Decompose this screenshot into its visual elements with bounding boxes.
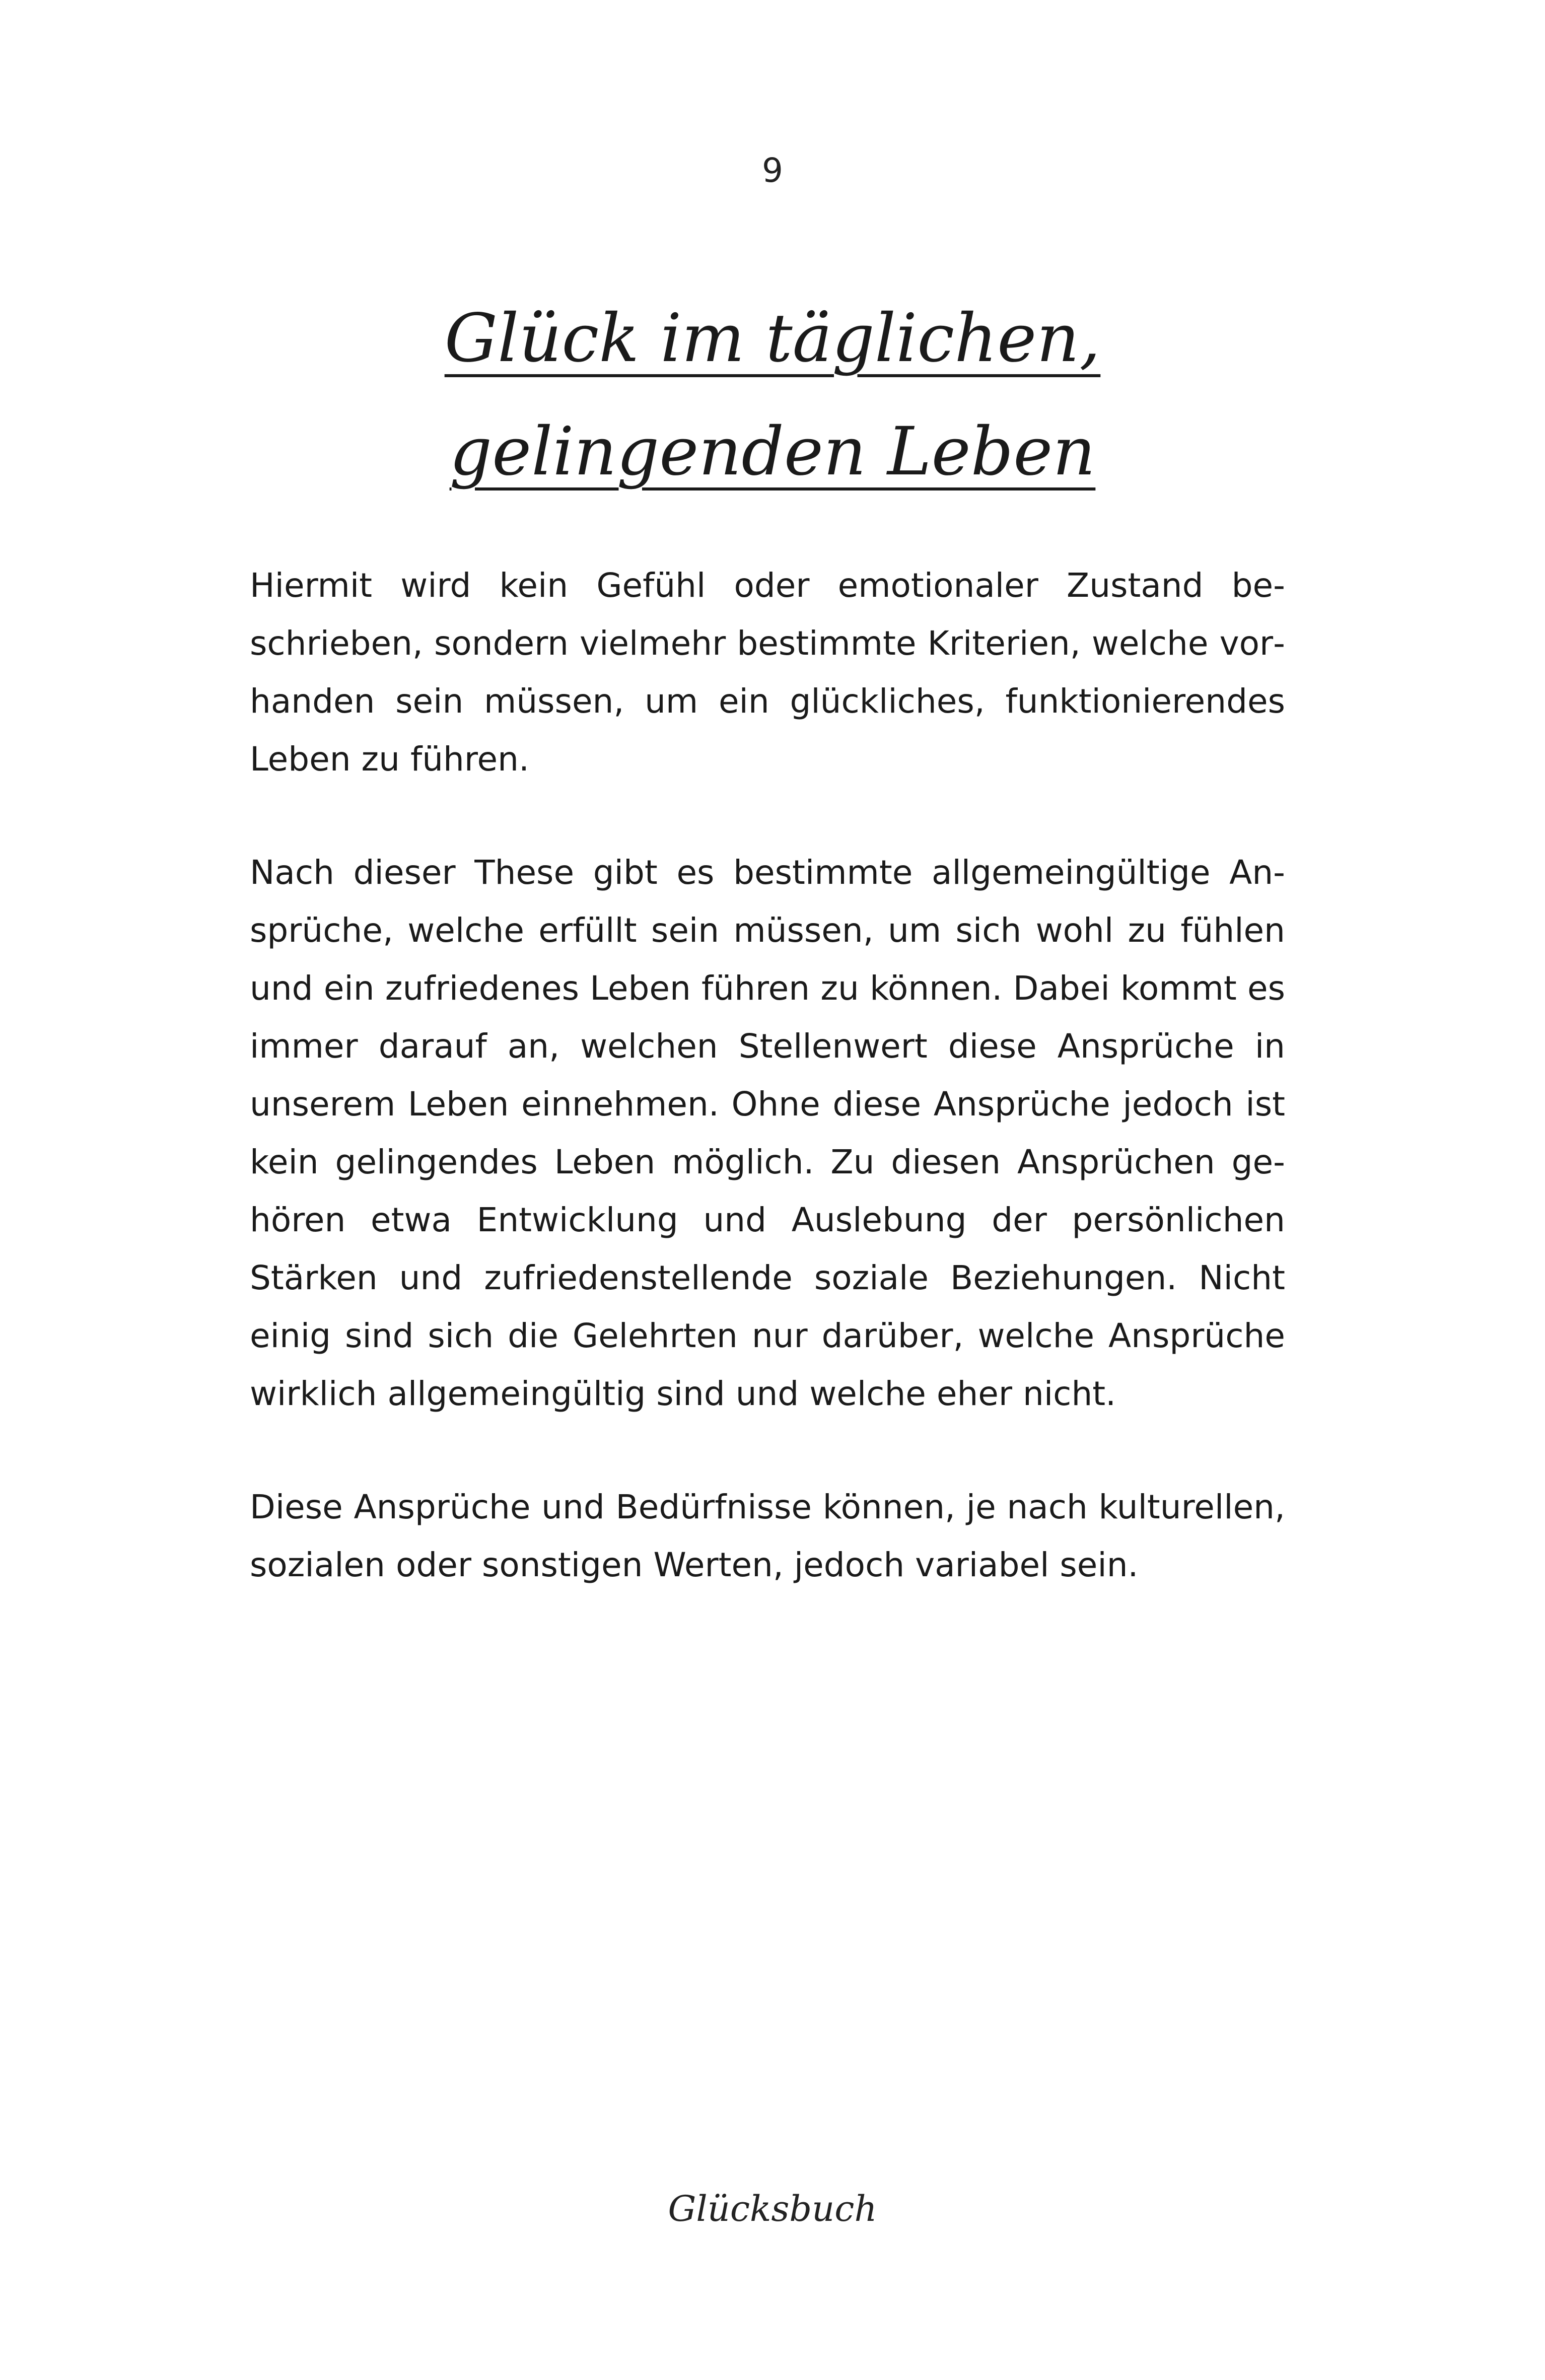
chapter-title-line-2: gelingenden Leben <box>449 413 1096 491</box>
paragraph-3: Diese Ansprüche und Bedürfnisse können, je nach kulturellen, sozialen oder sonstigen Werten, jedoch variabel sein. <box>250 1488 1285 1584</box>
chapter-title <box>0 282 1545 509</box>
paragraph-2: Nach dieser These gibt es bestimmte allgemeingültige Ansprüche, welche erfüllt sein müssen, um sich wohl zu fühlen und ein zufriedenes Leben führen zu können. Dabei kommt es immer darauf an, welchen Stellenwert diese Ansprüche in unserem Leben einnehmen. Ohne diese Ansprüche jedoch ist kein gelingendes Leben möglich. Zu diesen Ansprüchen gehören etwa Entwicklung und Auslebung der persönlichen Stärken und zufriedenstellende soziale Beziehungen. Nicht einig sind sich die Gelehrten nur darüber, welche Ansprüche wirklich allgemeingültig sind und welche eher nicht. <box>250 853 1285 1413</box>
paragraph-1: Hiermit wird kein Gefühl oder emotionaler Zustand beschrieben, sondern vielmehr bestimmte Kriterien, welche vorhanden sein müssen, um ein glückliches, funktionierendes Leben zu führen. <box>250 566 1285 779</box>
chapter-title-line-1: Glück im täglichen, <box>444 300 1101 377</box>
running-footer: Glücksbuch <box>668 2188 877 2229</box>
body-text <box>250 556 1285 1649</box>
page-number: 9 <box>762 151 783 190</box>
